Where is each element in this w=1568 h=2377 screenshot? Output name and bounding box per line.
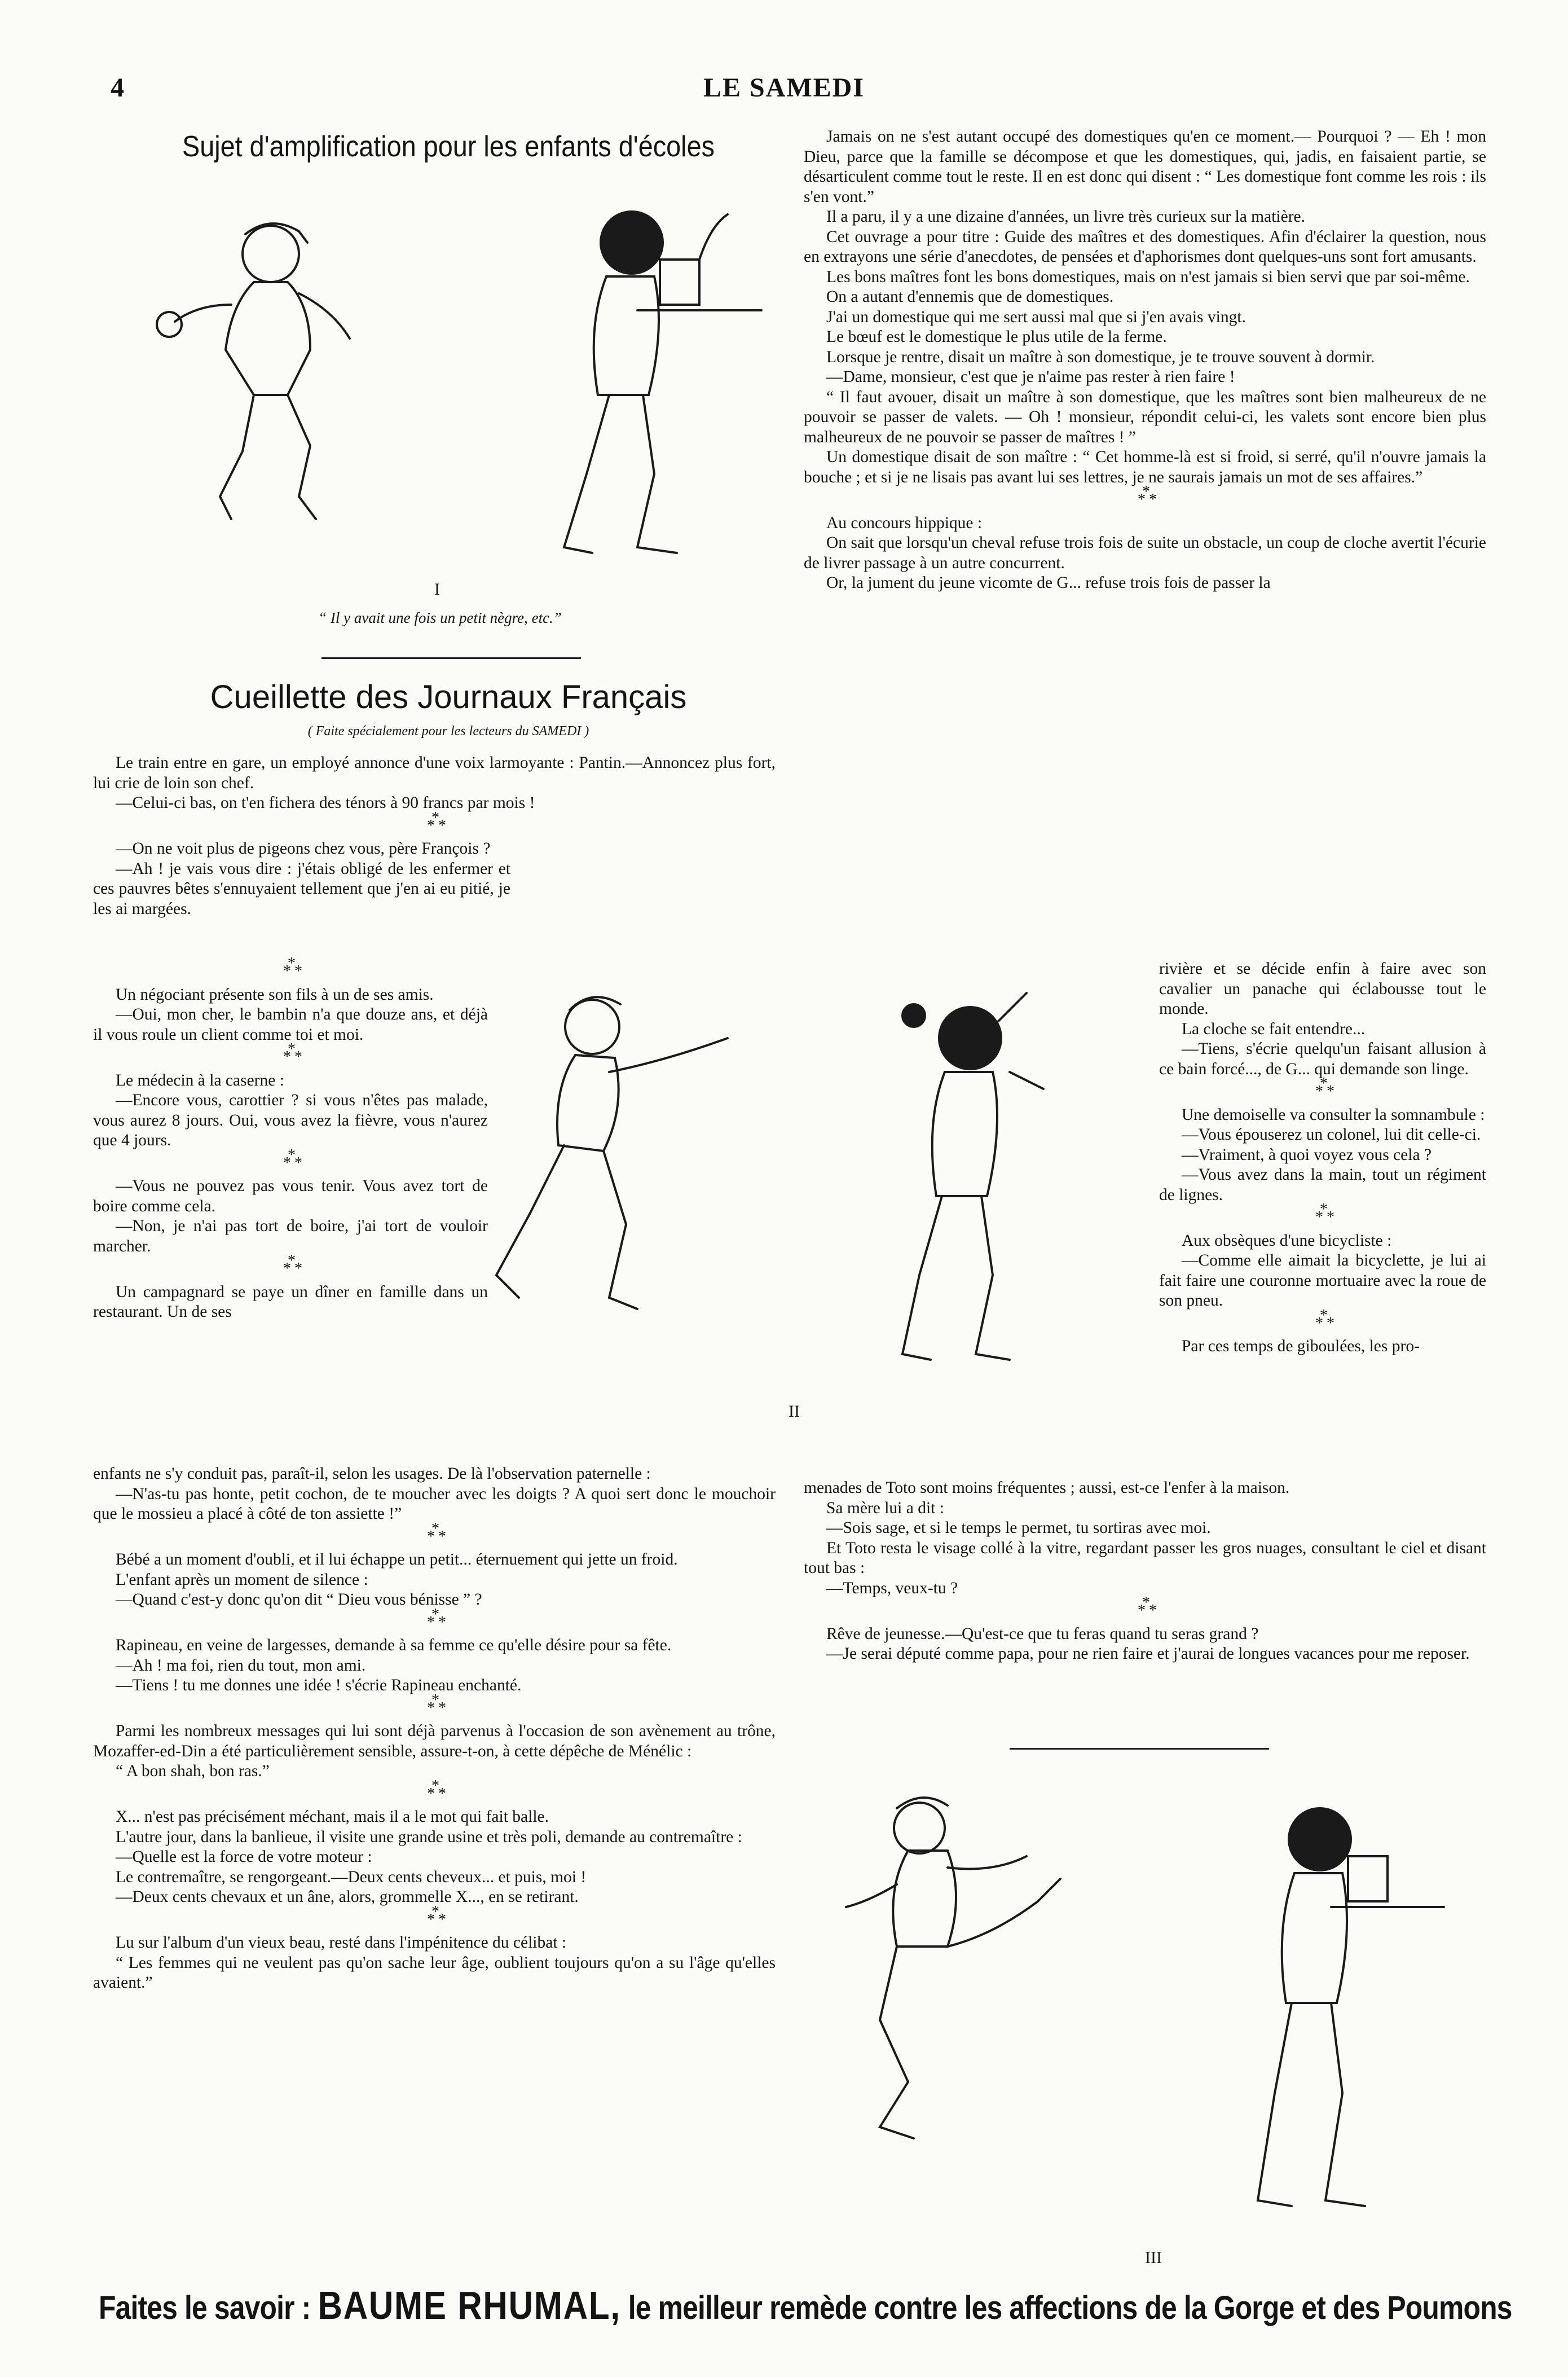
paragraph: —Vous avez dans la main, tout un régiment de lignes. <box>1159 1166 1486 1204</box>
paragraph: Sa mère lui a dit : <box>826 1499 944 1517</box>
paragraph: —Tiens ! tu me donnes une idée ! s'écrie Rapineau enchanté. <box>116 1676 522 1694</box>
paragraph: X... n'est pas précisément méchant, mais il a le mot qui fait balle. <box>116 1808 549 1826</box>
paragraph: —Temps, veux-tu ? <box>826 1579 958 1597</box>
figure-2-illustration <box>485 959 1139 1399</box>
paragraph: Les bons maîtres font les bons domestiques, mais on n'est jamais si bien servi que par soi-même. <box>826 267 1470 286</box>
right-narrow-block <box>1159 959 1486 1357</box>
asterism: * ** <box>93 1613 776 1633</box>
paragraph: —On ne voit plus de pigeons chez vous, père François ? <box>116 840 491 858</box>
left-intro-block <box>93 753 776 919</box>
asterism: * ** <box>1159 1082 1486 1102</box>
paragraph: Le train entre en gare, un employé annonce d'une voix larmoyante : Pantin.—Annoncez plus fort, lui crie de loin son chef. <box>93 754 776 792</box>
paragraph: —Quand c'est-y donc qu'on dit “ Dieu vous bénisse ” ? <box>116 1590 482 1609</box>
paragraph: Le bœuf est le domestique le plus utile de la ferme. <box>826 328 1167 346</box>
rule <box>1010 1748 1269 1750</box>
paragraph: On a autant d'ennemis que de domestiques. <box>826 288 1114 306</box>
paragraph: —Non, je n'ai pas tort de boire, j'ai tort de vouloir marcher. <box>93 1217 488 1255</box>
paragraph: J'ai un domestique qui me sert aussi mal que si j'en avais vingt. <box>826 307 1246 326</box>
rule <box>321 657 581 659</box>
paragraph: Or, la jument du jeune vicomte de G... refuse trois fois de passer la <box>826 574 1271 592</box>
figure-1-illustration <box>85 181 795 592</box>
paragraph: enfants ne s'y conduit pas, paraît-il, selon les usages. De là l'observation paternelle : <box>93 1465 651 1483</box>
asterism: * ** <box>1159 1207 1486 1228</box>
right-top-block <box>804 127 1486 594</box>
paragraph: —Quelle est la force de votre moteur : <box>116 1848 372 1866</box>
paragraph: Bébé a un moment d'oubli, et il lui échappe un petit... éternuement qui jette un froid. <box>116 1550 678 1568</box>
paragraph: Aux obsèques d'une bicycliste : <box>1182 1231 1392 1250</box>
paragraph: —Encore vous, carottier ? si vous n'êtes pas malade, vous aurez 8 jours. Oui, vous avez la fièvre, vous n'aurez que 4 jours. <box>93 1091 488 1149</box>
black-child-drawing <box>564 212 761 553</box>
paragraph: Un domestique disait de son maître : “ Cet homme-là est si froid, si serré, qu'il n'ouvre jamais la bouche ; et si je ne lisais pas avant lui ses lettres, je ne saurais jamais un mot de ses affaires.” <box>804 448 1486 486</box>
left-narrow-block <box>93 959 488 1322</box>
boy-kicking-drawing <box>846 1798 1060 2138</box>
figure-2-label: II <box>789 1402 800 1421</box>
figure-3-illustration <box>812 1766 1489 2257</box>
paragraph: —Ah ! je vais vous dire : j'étais obligé de les enfermer et ces pauvres bêtes s'ennuyaient tellement que j'en ai eu pitié, je les ai margées. <box>93 859 510 918</box>
paragraph: —N'as-tu pas honte, petit cochon, de te moucher avec les doigts ? A quoi sert donc le mouchoir que le mossieu a placé à côté de ton assiette !” <box>93 1484 776 1523</box>
cueillette-subtitle: ( Faite spécialement pour les lecteurs du SAMEDI ) <box>307 724 589 739</box>
paragraph: —Ah ! ma foi, rien du tout, mon ami. <box>116 1656 366 1675</box>
paragraph: Rêve de jeunesse.—Qu'est-ce que tu feras quand tu seras grand ? <box>826 1624 1259 1643</box>
paragraph: —Vous ne pouvez pas vous tenir. Vous avez tort de boire comme cela. <box>93 1177 488 1215</box>
left-lower-block <box>93 1464 776 1993</box>
paragraph: Il a paru, il y a une dizaine d'années, un livre très curieux sur la matière. <box>826 208 1306 226</box>
asterism: * ** <box>93 1527 776 1547</box>
footer-brand: BAUME RHUMAL, <box>318 2283 621 2327</box>
paragraph: Le contremaître, se rengorgeant.—Deux cents cheveux... et puis, moi ! <box>116 1868 587 1886</box>
newspaper-title: LE SAMEDI <box>703 73 865 103</box>
footer-prefix: Faites le savoir : <box>99 2290 311 2326</box>
asterism: * ** <box>93 1698 776 1719</box>
paragraph: —Vous épouserez un colonel, lui dit celle-ci. <box>1182 1126 1481 1144</box>
paragraph: Une demoiselle va consulter la somnambule : <box>1182 1105 1485 1124</box>
figure-1-caption: “ Il y avait une fois un petit nègre, etc.” <box>318 609 562 626</box>
paragraph: Rapineau, en veine de largesses, demande à sa femme ce qu'elle désire pour sa fête. <box>116 1636 672 1654</box>
ball-drawing <box>902 1004 925 1027</box>
asterism: * ** <box>93 961 488 982</box>
paragraph: “ A bon shah, bon ras.” <box>116 1762 270 1780</box>
asterism: * ** <box>93 1153 488 1174</box>
paragraph: —Dame, monsieur, c'est que je n'aime pas rester à rien faire ! <box>826 368 1235 386</box>
paragraph: —Celui-ci bas, on t'en fichera des ténors à 90 francs par mois ! <box>116 794 535 812</box>
asterism: * ** <box>804 490 1486 510</box>
asterism: * ** <box>93 1047 488 1067</box>
paragraph: —Deux cents chevaux et un âne, alors, grommelle X..., en se retirant. <box>116 1888 579 1906</box>
paragraph: L'autre jour, dans la banlieue, il visite une grande usine et très poli, demande au contremaître : <box>116 1827 742 1846</box>
paragraph: —Vraiment, à quoi voyez vous cela ? <box>1182 1145 1432 1164</box>
paragraph: La cloche se fait entendre... <box>1182 1020 1366 1038</box>
paragraph: Et Toto resta le visage collé à la vitre, regardant passer les gros nuages, consultant le ciel et disant tout bas : <box>804 1539 1486 1577</box>
paragraph: Au concours hippique : <box>826 513 983 532</box>
paragraph: L'enfant après un moment de silence : <box>116 1570 368 1589</box>
paragraph: —Sois sage, et si le temps le permet, tu sortiras avec moi. <box>826 1519 1211 1537</box>
asterism: * ** <box>93 1910 776 1930</box>
boy-throwing-drawing <box>157 223 350 519</box>
right-lower-block <box>804 1478 1486 1664</box>
footer-suffix: le meilleur remède contre les affections de la Gorge et des Poumons <box>628 2290 1512 2326</box>
paragraph: —Tiens, s'écrie quelqu'un faisant allusion à ce bain forcé..., de G... qui demande son linge. <box>1159 1040 1486 1078</box>
paragraph: Jamais on ne s'est autant occupé des domestiques qu'en ce moment.— Pourquoi ? — Eh ! mon Dieu, parce que la famille se décompose et que les domestiques, qui, jadis, en faisaient partie, se désarticulent comme tout le reste. Il en est donc qui disent : “ Les domestique font comme les rois : ils s'en vont.” <box>804 128 1486 206</box>
paragraph: —Je serai député comme papa, pour ne rien faire et j'aurai de longues vacances pour me reposer. <box>826 1645 1470 1663</box>
paragraph: “ Les femmes qui ne veulent pas qu'on sache leur âge, oublient toujours qu'on a su l'âge qu'elles avaient.” <box>93 1953 776 1992</box>
paragraph: Un campagnard se paye un dîner en famille dans un restaurant. Un de ses <box>93 1282 488 1321</box>
paragraph: On sait que lorsqu'un cheval refuse trois fois de suite un obstacle, un coup de cloche avertit l'écurie de livrer passage à un autre concurrent. <box>804 534 1486 572</box>
black-child-drawing <box>902 993 1043 1360</box>
paragraph: Un négociant présente son fils à un de ses amis. <box>116 985 434 1004</box>
paragraph: Par ces temps de giboulées, les pro- <box>1182 1337 1420 1355</box>
figure-3-label: III <box>1145 2248 1162 2267</box>
paragraph: Parmi les nombreux messages qui lui sont déjà parvenus à l'occasion de son avènement au trône, Mozaffer-ed-Din a été particulièrement sensible, assure-t-on, à cette dépêche de Ménélic : <box>93 1722 776 1760</box>
footer-advertisement <box>99 2283 1512 2328</box>
paragraph: Lorsque je rentre, disait un maître à son domestique, je te trouve souvent à dormir. <box>826 348 1375 366</box>
asterism: * ** <box>1159 1313 1486 1334</box>
boy-catching-drawing <box>496 997 728 1309</box>
paragraph: —Oui, mon cher, le bambin n'a que douze ans, et déjà il vous roule un client comme toi et moi. <box>93 1005 488 1044</box>
page-number: 4 <box>111 73 124 103</box>
paragraph: Lu sur l'album d'un vieux beau, resté dans l'impénitence du célibat : <box>116 1934 567 1952</box>
paragraph: rivière et se décide enfin à faire avec son cavalier un panache qui éclabousse tout le monde. <box>1159 960 1486 1018</box>
paragraph: Le médecin à la caserne : <box>116 1071 284 1089</box>
paragraph: Cet ouvrage a pour titre : Guide des maîtres et des domestiques. Afin d'éclairer la question, nous en extrayons une série d'anecdotes, de pensées et d'aphorismes dont quelques-uns sont fort amusants. <box>804 227 1486 266</box>
asterism: * ** <box>93 816 776 836</box>
asterism: * ** <box>93 1784 776 1804</box>
paragraph: —Comme elle aimait la bicyclette, je lui ai fait faire une couronne mortuaire avec la roue de son pneu. <box>1159 1251 1486 1310</box>
asterism: * ** <box>93 1259 488 1279</box>
asterism: * ** <box>804 1601 1486 1621</box>
cueillette-title: Cueillette des Journaux Français <box>210 679 687 715</box>
amplification-title: Sujet d'amplification pour les enfants d'écoles <box>182 130 715 163</box>
figure-1-label: I <box>434 580 440 599</box>
paragraph: menades de Toto sont moins fréquentes ; aussi, est-ce l'enfer à la maison. <box>804 1479 1290 1497</box>
paragraph: “ Il faut avouer, disait un maître à son domestique, que les maîtres sont bien malheureux de ne pouvoir se passer de valets. — Oh ! monsieur, répondit celui-ci, les valets sont encore bien plus malheureux de ne pouvoir se passer de maîtres ! ” <box>804 388 1486 446</box>
black-child-drawing <box>1258 1808 1444 2206</box>
